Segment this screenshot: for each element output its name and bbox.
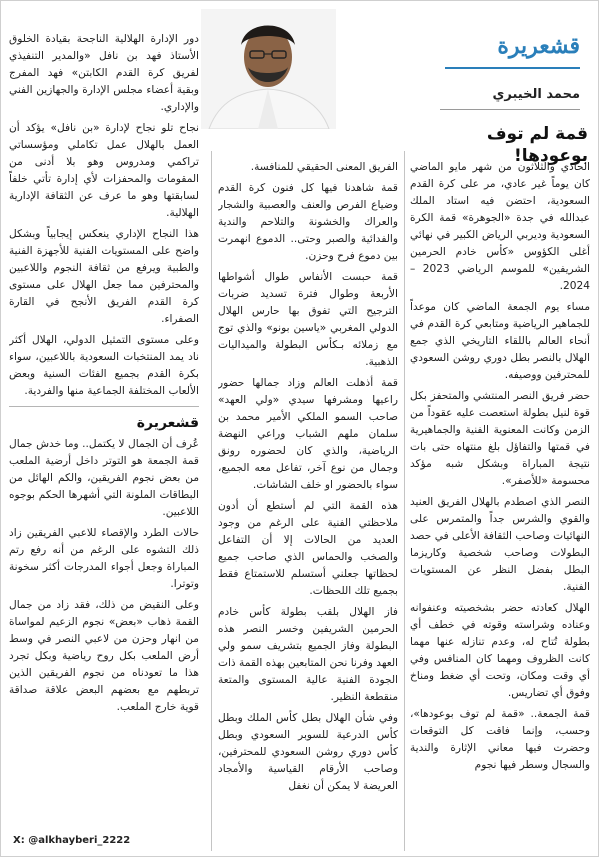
paragraph: هذا النجاح الإداري ينعكس إيجابياً وبشكل واضح على المستويات الفنية للأجهزة الفنية والطبية ويرفع من ثقافة النجوم واللاعبين والمحترفين مما جعل الهلال على مستوى كرة القدم الفريق الأنجح في القارة الصفراء.: [9, 228, 199, 325]
paragraph: وفي شأن الهلال بطل كأس الملك وبطل كأس الدرعية للسوبر السعودي وبطل كأس دوري روشن السعودي للمحترفين، وصاحب الأرقام القياسية والأمجاد العريضة لا يمكن أن نغفل: [218, 712, 398, 792]
author-social-handle: X: @alkhayberi_2222: [13, 835, 131, 846]
article-column-right: [410, 159, 590, 849]
column-divider: [211, 151, 212, 851]
paragraph: الفريق المعنى الحقيقي للمنافسة.: [250, 161, 398, 173]
paragraph: عُرف أن الجمال لا يكتمل.. وما خدش جمال قمة الجمعة هو التوتر داخل أرضية الملعب من بعض نجوم الفريقين، والكم الهائل من البطاقات الملونة التي أشهرها الحكم بوجوه اللاعبين.: [9, 438, 199, 518]
paragraph: حضر فريق النصر المنتشي والمتحفز بكل قوة لنيل بطولة استعصت عليه عقوداً من الزمن وكانت المعنوية الفنية والجماهيرية في قمتها والتفاؤل بلغ منتهاه حتى بات نتيجة المباراة وبشكل شبه مؤكد محسومة «للأصفر».: [410, 390, 590, 487]
paragraph: حالات الطرد والإقصاء للاعبي الفريقين زاد ذلك التشوه على الرغم من أنه رفع رتم المباراة وجعل أجواء المدرجات أكثر سخونة وتوترا.: [9, 527, 199, 590]
sidebar-subheading: قشعريرة: [136, 415, 199, 431]
section-divider: [9, 406, 199, 407]
article-column-left: [9, 31, 199, 851]
paragraph: الهلال كعادته حضر بشخصيته وعنفوانه وعناده وشراسته وقوته في خطف أي بطولة تُتاح له، وعدم تنازله عنها مهما كانت الظروف ومهما كان المنافس وفي أي وقت ومكان، وتحت أي ضغط ومناخ وفوق أي تضاريس.: [410, 602, 590, 699]
paragraph: قمة الجمعة.. «قمة لم توف بوعودها»، وحسب، وإنما فاقت كل التوقعات وحضرت فيها معاني الإثارة والندية والسجال وسطر فيها نجوم: [410, 708, 590, 771]
paragraph: قمة شاهدنا فيها كل فنون كرة القدم وضياع الفرص والعنف والعصبية والشجار والعراك والخشونة والتلاحم والندية والفدائية والصبر وحتى.. الدموع انهمرت بين دموع فرح وحزن.: [218, 182, 398, 262]
paragraph: النصر الذي اصطدم بالهلال الفريق العنيد والقوي والشرس جداً والمتمرس على النهائيات وصاحب الثقافة الأعلى في حصد البطولات وصاحب شخصية وكاريزما البطل بفضل النظر عن المستويات الفنية.: [410, 496, 590, 593]
paragraph: دور الإدارة الهلالية الناجحة بقيادة الخلوق الأستاذ فهد بن نافل «والمدير التنفيذي لفريق كرة القدم الكابتن» فهد المفرج وبقية أعضاء مجلس الإدارة والجهازين الفني والإداري.: [9, 33, 199, 113]
paragraph: الحادي والثلاثون من شهر مايو الماضي كان يوماً غير عادي، مر على كرة القدم السعودية، احتضن فيه استاد الملك عبدالله في جدة «الجوهرة» قمة الكرة السعودية وديربي الرياض الكبير في نهائي أغلى الكؤوس «كأس خادم الحرمين الشريفين» للموسم الرياضي 2023 – 2024.: [410, 161, 590, 292]
column-header: [438, 19, 588, 119]
paragraph: نجاح تلو نجاح لإدارة «بن نافل» يؤكد أن العمل بالهلال عمل تكاملي ومؤسساتي تراكمي ومدروس وهو بلا أدنى من المقومات والمحفزات لأي إدارة تأتي خلفاً لسابقتها وهو ما عرف عن الثقافة الإدارية الهلالية.: [9, 122, 199, 219]
author-name: محمد الخيبري: [492, 87, 580, 102]
column-name: قشعريرة: [497, 33, 580, 59]
article-headline: قمة لم توف بوعودها!: [486, 124, 588, 167]
column-divider: [404, 151, 405, 851]
paragraph: قمة أذهلت العالم وزاد جمالها حضور راعيها ومشرفها سيدي «ولي العهد» صاحب السمو الملكي الأمير محمد بن سلمان ملهم الشباب وراعي النهضة الرياضية، والذي كان لحضوره رونق وجمال من نوع آخر، تفاعل معه الجميع، سواء بالحضور او خلف الشاشات.: [218, 377, 398, 491]
author-portrait-icon: [201, 9, 336, 129]
paragraph: وعلى النقيض من ذلك، فقد زاد من جمال القمة ذهاب «بعض» نجوم الزعيم لمواساة من انهار وحزن من لاعبي النصر في وسط أرض الملعب بكل روح رياضية وبكل تجرد هذا ما تعودناه من نجوم الفريقين الذين تربطهم مع بعضهم البعض علاقة صداقة قوية خارج الملعب.: [9, 599, 199, 713]
author-divider: [440, 109, 580, 110]
article-column-middle: [218, 159, 398, 849]
column-name-underline: [445, 67, 580, 69]
paragraph: هذه القمة التي لم أستطع أن أدون ملاحظتي الفنية على الرغم من وجود العديد من الحالات إلا أن التفاعل والصخب والحماس الذي صاحب جميع لحظاتها جعلني أستسلم للاستمتاع فقط بجميع تلك اللحظات.: [218, 500, 398, 597]
author-photo: [201, 9, 336, 129]
paragraph: فاز الهلال بلقب بطولة كأس خادم الحرمين الشريفين وخسر النصر هذه البطولة وفاز الجميع بتشريف سمو ولي العهد وفرنا نحن المتابعين بهذه القمة ذات الجودة الفنية عالية المستوى والمتعة منقطعة النظير.: [218, 606, 398, 703]
paragraph: وعلى مستوى التمثيل الدولي، الهلال أكثر ناد يمد المنتخبات السعودية باللاعبين، سواء بكرة القدم بجميع الفئات السنية وبعض الألعاب المختلفة الجماعية منها والفردية.: [9, 334, 199, 397]
paragraph: قمة حبست الأنفاس طوال أشواطها الأربعة وطوال فترة تسديد ضربات الترجيح التي تفوق بها حارس الهلال الدولي المغربي «ياسين بونو» والذي توج مع زملائه بـكأس البطولة والميداليات الذهبية.: [218, 271, 398, 368]
paragraph: مساء يوم الجمعة الماضي كان موعداً للجماهير الرياضية ومتابعي كرة القدم في أنحاء العالم باللقاء التاريخي الذي جمع الهلال بالنصر بطل دوري روشن السعودي للمحترفين ووصيفه.: [410, 301, 590, 381]
